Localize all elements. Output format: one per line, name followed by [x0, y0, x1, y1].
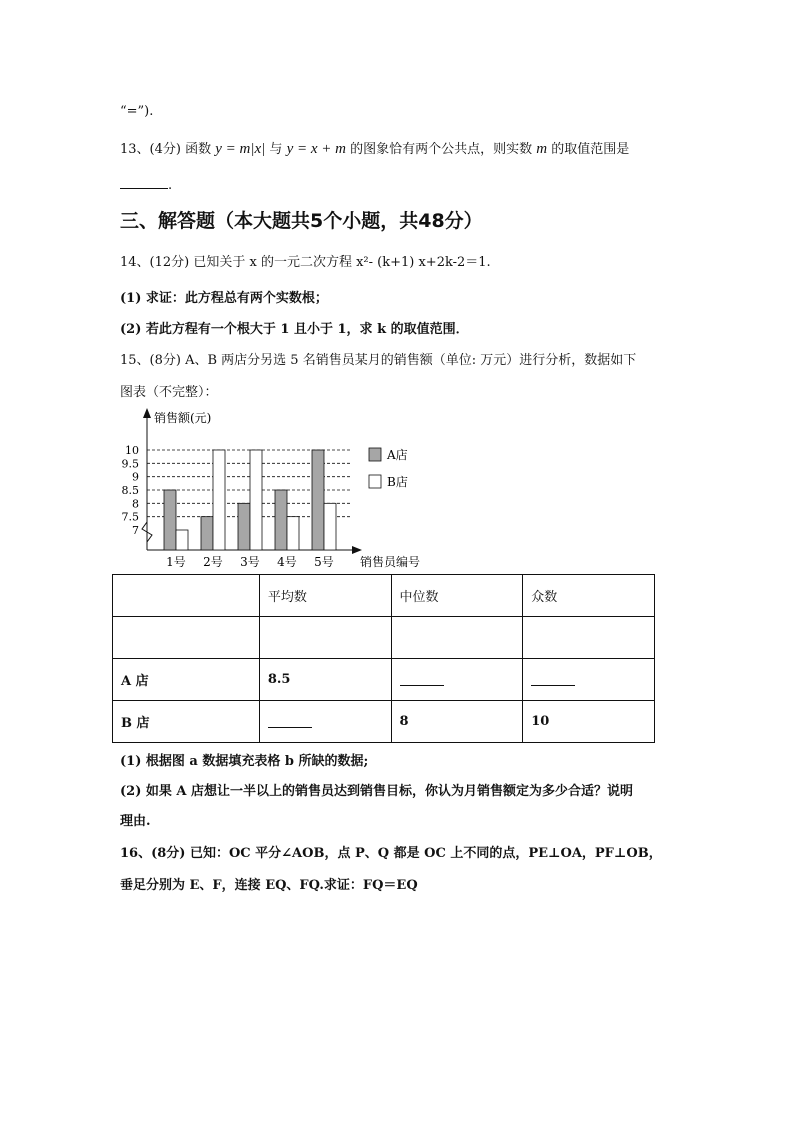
question-16-line-2: 垂足分别为 E、F，连接 EQ、FQ.求证：FQ＝EQ [120, 878, 418, 893]
answer-blank [531, 675, 575, 686]
bar-a [275, 490, 287, 550]
y-axis-label: 销售额(元) [154, 411, 212, 425]
legend-swatch [369, 448, 381, 461]
table-cell-b-mean [259, 701, 391, 743]
table-row-label-a: A 店 [113, 659, 260, 701]
question-14-stem: 14、(12分) 已知关于 x 的一元二次方程 x²- (k+1) x+2k-2＝1. [120, 255, 491, 270]
y-tick-label: 10 [125, 444, 139, 457]
q13-suffix-a: 的图象恰有两个公共点，则实数 [350, 142, 533, 157]
question-15-stem-line-1: 15、(8分) A、B 两店分另选 5 名销售员某月的销售额（单位: 万元）进行分析，数据如下 [120, 353, 637, 368]
x-tick-label: 1号 [166, 555, 186, 569]
question-15-stem-line-2: 图表（不完整）： [120, 385, 218, 400]
table-row-a [113, 659, 655, 701]
bar-b [287, 517, 299, 550]
q13-answer-blank [120, 176, 168, 189]
q13-variable-m: m [536, 141, 548, 157]
bar-b [324, 503, 336, 550]
answer-blank [400, 675, 444, 686]
x-tick-label: 3号 [240, 555, 260, 569]
x-tick-label: 4号 [277, 555, 297, 569]
table-header-row [113, 575, 655, 617]
table-header-median: 中位数 [391, 575, 523, 617]
y-tick-label: 7.5 [121, 510, 139, 524]
table-cell-b-mode: 10 [523, 701, 655, 743]
x-axis-arrow [352, 546, 362, 554]
y-tick-label: 8 [132, 497, 139, 511]
x-tick-label: 5号 [314, 555, 334, 569]
question-15-part-1: (1) 根据图 a 数据填充表格 b 所缺的数据; [120, 754, 369, 769]
table-header-mode: 众数 [523, 575, 655, 617]
bar-b [250, 450, 262, 550]
y-tick-label: 9.5 [121, 457, 139, 471]
q13-prefix: 13、(4分) 函数 [120, 142, 212, 157]
question-14-part-1: (1) 求证：此方程总有两个实数根； [120, 291, 328, 306]
bar-b [213, 450, 225, 550]
bar-a [238, 503, 250, 550]
table-header-cell [113, 575, 260, 617]
question-13 [120, 140, 629, 159]
question-16-line-1: 16、(8分) 已知：OC 平分∠AOB，点 P、Q 都是 OC 上不同的点，PE⊥OA，PF⊥OB， [120, 846, 662, 861]
y-tick-label: 8.5 [121, 484, 139, 497]
question-14-part-2: (2) 若此方程有一个根大于 1 且小于 1，求 k 的取值范围． [120, 322, 469, 337]
section-title: 三、解答题（本大题共5个小题，共48分） [120, 210, 483, 232]
table-cell-a-median [391, 659, 523, 701]
sales-bar-chart [110, 404, 460, 574]
question-15-part-2-line-1: (2) 如果 A 店想让一半以上的销售员达到销售目标，你认为月销售额定为多少合适？说明 [120, 784, 634, 799]
q13-mid: 与 [269, 142, 283, 157]
table-cell-a-mean: 8.5 [259, 659, 391, 701]
table-row-b [113, 701, 655, 743]
y-tick-label: 9 [132, 470, 139, 484]
table-row-label-b: B 店 [113, 701, 260, 743]
table-row [113, 617, 655, 659]
bar-a [164, 490, 176, 550]
stats-table [112, 574, 655, 743]
table-cell [113, 617, 260, 659]
q13-end: . [168, 178, 173, 193]
table-header-mean: 平均数 [259, 575, 391, 617]
table-cell [523, 617, 655, 659]
x-axis-label: 销售员编号 [360, 555, 421, 569]
table-cell [391, 617, 523, 659]
legend-swatch [369, 475, 381, 488]
table-cell-a-mode [523, 659, 655, 701]
q13-suffix-b: 的取值范围是 [551, 142, 630, 157]
bar-a [312, 450, 324, 550]
bar-b [176, 530, 188, 550]
y-tick-label: 7 [132, 524, 139, 537]
question-15-part-2-line-2: 理由. [120, 814, 151, 829]
q13-answer-line [120, 176, 172, 195]
table-cell-b-median: 8 [391, 701, 523, 743]
continuation-text: “=”). [120, 104, 154, 119]
table-cell [259, 617, 391, 659]
legend-label: A店 [387, 448, 408, 462]
q13-function-2: y = x + m [286, 141, 346, 157]
y-axis-arrow [143, 408, 151, 418]
answer-blank [268, 717, 312, 728]
legend-label: B店 [387, 475, 408, 489]
q13-function-1: y = m|x| [215, 141, 266, 157]
x-tick-label: 2号 [203, 555, 223, 569]
bar-a [201, 517, 213, 550]
